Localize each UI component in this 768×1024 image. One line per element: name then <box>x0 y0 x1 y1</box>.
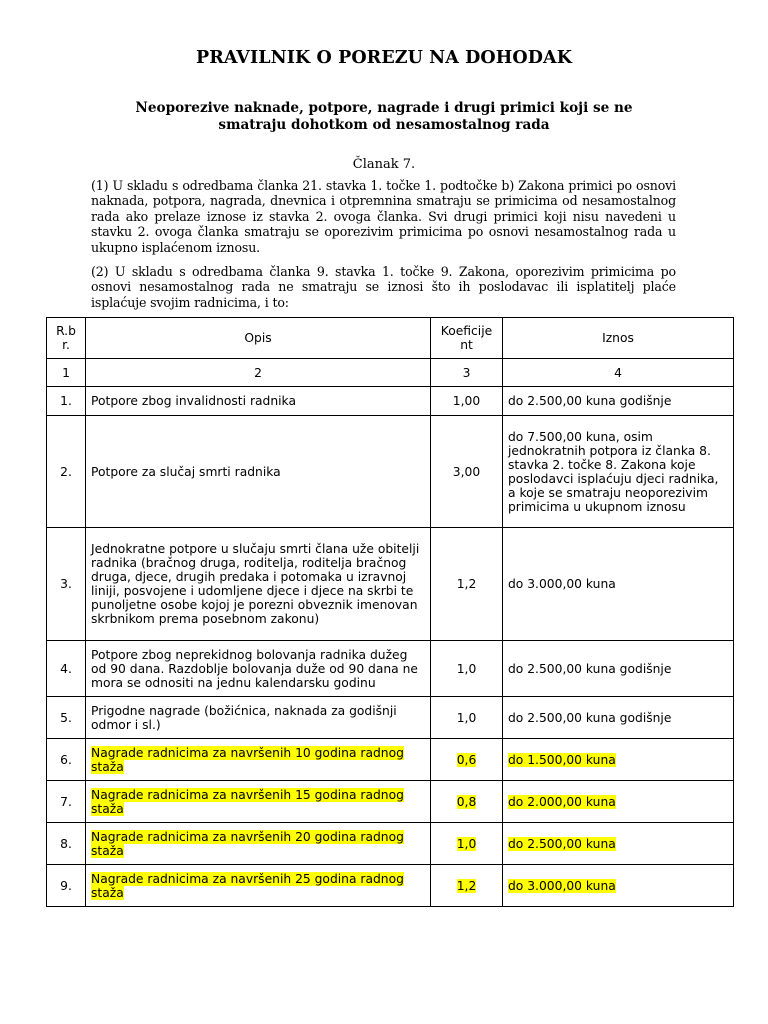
row-description: Potpore za slučaj smrti radnika <box>86 416 431 528</box>
highlighted-text: do 2.500,00 kuna <box>508 836 616 851</box>
row-number: 8. <box>47 823 86 865</box>
highlighted-text: Nagrade radnicima za navršenih 25 godina radnog staža <box>91 871 404 900</box>
highlighted-text: do 2.000,00 kuna <box>508 794 616 809</box>
highlighted-text: Nagrade radnicima za navršenih 20 godina radnog staža <box>91 829 404 858</box>
highlighted-text: Nagrade radnicima za navršenih 15 godina radnog staža <box>91 787 404 816</box>
row-description: Potpore zbog neprekidnog bolovanja radnika dužeg od 90 dana. Razdoblje bolovanja duže od 90 dana ne mora se odnositi na jednu kalendarsku godinu <box>86 641 431 697</box>
header-opis: Opis <box>86 318 431 359</box>
highlighted-text: 0,6 <box>456 752 477 767</box>
highlighted-text: 1,2 <box>456 878 477 893</box>
table-row <box>47 387 734 416</box>
row-coefficient-cell <box>431 865 503 907</box>
row-amount: do 3.000,00 kuna <box>503 528 734 641</box>
row-coefficient-cell <box>431 823 503 865</box>
row-coefficient: 1,0 <box>431 641 503 697</box>
article-heading: Članak 7. <box>352 157 416 172</box>
row-amount: do 2.500,00 kuna godišnje <box>503 387 734 416</box>
highlighted-text: do 3.000,00 kuna <box>508 878 616 893</box>
highlighted-text: 0,8 <box>456 794 477 809</box>
column-number: 1 <box>47 359 86 387</box>
allowance-table <box>46 317 734 907</box>
row-coefficient-cell <box>431 781 503 823</box>
row-number: 6. <box>47 739 86 781</box>
row-number: 2. <box>47 416 86 528</box>
row-number: 3. <box>47 528 86 641</box>
row-description: Jednokratne potpore u slučaju smrti člana uže obitelji radnika (bračnog druga, roditelja, roditelja bračnog druga, djece, drugih predaka i potomaka u izravnoj liniji, posvojene i udomljene djece i djece na skrbi te punoljetne osobe kojoj je porezni obveznik imenovan skrbnikom prema posebnom zakonu) <box>86 528 431 641</box>
document-title: PRAVILNIK O POREZU NA DOHODAK <box>195 48 573 68</box>
row-number: 9. <box>47 865 86 907</box>
row-coefficient: 3,00 <box>431 416 503 528</box>
table-row <box>47 416 734 528</box>
row-amount-cell <box>503 865 734 907</box>
table-row <box>47 697 734 739</box>
paragraph-2: (2) U skladu s odredbama članka 9. stavka 1. točke 9. Zakona, oporezivim primicima po osnovi nesamostalnog rada ne smatraju se iznosi što ih poslodavac ili isplatitelj plaće isplaćuje svojim radnicima, i to: <box>91 264 676 310</box>
highlighted-text: do 1.500,00 kuna <box>508 752 616 767</box>
row-coefficient: 1,2 <box>431 528 503 641</box>
column-number: 3 <box>431 359 503 387</box>
row-coefficient: 1,00 <box>431 387 503 416</box>
row-coefficient-cell <box>431 739 503 781</box>
row-number: 7. <box>47 781 86 823</box>
row-number: 1. <box>47 387 86 416</box>
header-koeficijent: Koeficije nt <box>431 318 503 359</box>
row-amount: do 2.500,00 kuna godišnje <box>503 697 734 739</box>
row-coefficient: 1,0 <box>431 697 503 739</box>
row-amount: do 2.500,00 kuna godišnje <box>503 641 734 697</box>
row-number: 5. <box>47 697 86 739</box>
row-number: 4. <box>47 641 86 697</box>
table-row <box>47 528 734 641</box>
table-row-highlighted <box>47 865 734 907</box>
header-rb: R.b r. <box>47 318 86 359</box>
document-subtitle: Neoporezive naknade, potpore, nagrade i drugi primici koji se ne smatraju dohotkom od nesamostalnog rada <box>135 100 633 133</box>
row-amount-cell <box>503 823 734 865</box>
column-number: 2 <box>86 359 431 387</box>
table-row <box>47 641 734 697</box>
column-number-row <box>47 359 734 387</box>
row-amount-cell <box>503 739 734 781</box>
table-row-highlighted <box>47 739 734 781</box>
table-row-highlighted <box>47 823 734 865</box>
row-description-cell <box>86 865 431 907</box>
table-header-row <box>47 318 734 359</box>
highlighted-text: Nagrade radnicima za navršenih 10 godina radnog staža <box>91 745 404 774</box>
row-description-cell <box>86 823 431 865</box>
row-description-cell <box>86 739 431 781</box>
table-row-highlighted <box>47 781 734 823</box>
header-iznos: Iznos <box>503 318 734 359</box>
paragraph-1: (1) U skladu s odredbama članka 21. stavka 1. točke 1. podtočke b) Zakona primici po osnovi naknada, potpora, nagrada, dnevnica i otpremnina smatraju se primicima od nesamostalnog rada ako prelaze iznose iz stavka 2. ovoga članka. Svi drugi primici koji nisu navedeni u stavku 2. ovoga članka smatraju se oporezivim primicima po osnovi nesamostalnog rada u ukupno isplaćenom iznosu. <box>91 178 676 255</box>
row-description: Potpore zbog invalidnosti radnika <box>86 387 431 416</box>
row-description: Prigodne nagrade (božićnica, naknada za godišnji odmor i sl.) <box>86 697 431 739</box>
row-amount: do 7.500,00 kuna, osim jednokratnih potpora iz članka 8. stavka 2. točke 8. Zakona koje poslodavci isplaćuju djeci radnika, a koje se smatraju neoporezivim primicima u ukupnom iznosu <box>503 416 734 528</box>
column-number: 4 <box>503 359 734 387</box>
row-description-cell <box>86 781 431 823</box>
highlighted-text: 1,0 <box>456 836 477 851</box>
row-amount-cell <box>503 781 734 823</box>
